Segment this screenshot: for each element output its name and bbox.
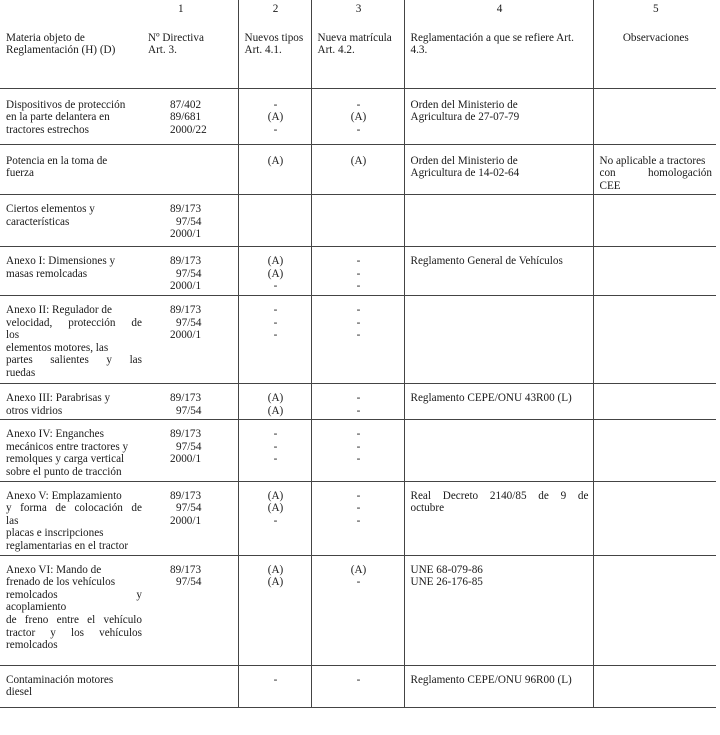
materia-line: en la parte delantera en xyxy=(6,111,110,124)
observaciones-cell xyxy=(593,420,716,481)
reglamentacion-line: UNE 68-079-86 xyxy=(410,563,483,576)
header-text: Nuevos tipos xyxy=(244,31,304,44)
directiva-line: 2000/1 xyxy=(170,514,202,527)
materia-line: partes salientes y las xyxy=(6,354,142,367)
directiva-cell xyxy=(146,555,238,665)
nuevos-tipos-line: (A) xyxy=(267,502,284,515)
directiva-line: 89/173 xyxy=(170,428,202,441)
materia-line: reglamentarias en el tractor xyxy=(6,540,129,552)
observaciones-cell xyxy=(593,384,716,420)
reglamentacion-line: Reglamento CEPE/ONU 43R00 (L) xyxy=(410,392,572,405)
directiva-cell xyxy=(146,247,238,296)
nuevos-tipos-cell xyxy=(238,88,311,144)
directiva-line: 97/54 xyxy=(176,215,202,228)
nuevos-tipos-cell xyxy=(238,481,311,555)
nuevos-tipos-cell xyxy=(238,296,311,384)
observaciones-cell xyxy=(593,481,716,555)
nueva-matricula-line: (A) xyxy=(350,154,367,167)
nuevos-tipos-cell xyxy=(238,420,311,481)
header-text: 4.3. xyxy=(410,44,428,57)
directiva-line: 89/173 xyxy=(170,255,202,268)
reglamentacion-cell xyxy=(404,665,593,707)
directiva-cell xyxy=(146,144,238,195)
materia-cell xyxy=(0,555,146,665)
nueva-matricula-line: - xyxy=(356,267,361,280)
nuevos-tipos-line: - xyxy=(273,673,278,686)
directiva-line: 2000/22 xyxy=(170,123,207,136)
nuevos-tipos-cell xyxy=(238,144,311,195)
table-row xyxy=(0,144,716,195)
nueva-matricula-line: - xyxy=(356,404,361,417)
nueva-matricula-line: - xyxy=(356,514,361,527)
nueva-matricula-line: - xyxy=(356,98,361,111)
header-nueva-matricula xyxy=(311,0,404,88)
materia-line: mecánicos entre tractores y xyxy=(6,440,129,453)
materia-line: ruedas xyxy=(6,367,36,380)
nueva-matricula-line: - xyxy=(356,280,361,293)
materia-line: Potencia en la toma de xyxy=(6,154,108,167)
materia-cell xyxy=(0,296,146,384)
nueva-matricula-cell xyxy=(311,144,404,195)
nuevos-tipos-line: (A) xyxy=(267,576,284,589)
reglamentacion-cell xyxy=(404,247,593,296)
materia-cell xyxy=(0,195,146,247)
nueva-matricula-line: (A) xyxy=(350,111,367,124)
materia-line: y forma de colocación de xyxy=(6,502,142,515)
header-text: Art. 4.1. xyxy=(244,44,282,57)
nueva-matricula-cell xyxy=(311,665,404,707)
table-header-row xyxy=(0,0,716,88)
nueva-matricula-line: - xyxy=(356,392,361,405)
nuevos-tipos-line: (A) xyxy=(267,267,284,280)
reglamentacion-cell xyxy=(404,555,593,665)
observaciones-cell xyxy=(593,88,716,144)
header-materia xyxy=(0,0,146,88)
materia-line: elementos motores, las xyxy=(6,341,109,354)
header-text: Art. 4.2. xyxy=(317,44,355,57)
nueva-matricula-cell xyxy=(311,384,404,420)
directiva-cell xyxy=(146,481,238,555)
nuevos-tipos-cell xyxy=(238,247,311,296)
materia-cell xyxy=(0,144,146,195)
reglamentacion-cell xyxy=(404,481,593,555)
nueva-matricula-line: - xyxy=(356,489,361,502)
nuevos-tipos-cell xyxy=(238,384,311,420)
reglamentacion-cell xyxy=(404,144,593,195)
directiva-line: 89/173 xyxy=(170,563,202,576)
header-reglamentacion xyxy=(404,0,593,88)
materia-line: Anexo VI: Mando de xyxy=(6,563,102,576)
materia-line: tractores estrechos xyxy=(6,123,89,136)
nuevos-tipos-line: - xyxy=(273,316,278,329)
nueva-matricula-cell xyxy=(311,247,404,296)
nueva-matricula-cell xyxy=(311,555,404,665)
materia-line: Dispositivos de protección xyxy=(6,98,126,111)
nueva-matricula-line: - xyxy=(356,329,361,342)
materia-line: frenado de los vehículos xyxy=(6,576,116,589)
nuevos-tipos-line: (A) xyxy=(267,489,284,502)
observaciones-cell xyxy=(593,144,716,195)
reglamentacion-line: Agricultura de 14-02-64 xyxy=(410,167,520,180)
header-number-3: 3 xyxy=(355,3,362,15)
materia-cell xyxy=(0,481,146,555)
directiva-line: 2000/1 xyxy=(170,280,202,293)
header-text: Nº Directiva xyxy=(148,31,204,44)
header-text: Art. 3. xyxy=(148,44,177,57)
observaciones-line: CEE xyxy=(599,179,621,192)
header-text: Nueva matrícula xyxy=(317,31,392,44)
table-row xyxy=(0,296,716,384)
materia-line: otros vidrios xyxy=(6,404,63,417)
directiva-line: 89/681 xyxy=(170,111,202,124)
nueva-matricula-cell xyxy=(311,420,404,481)
directiva-line: 2000/1 xyxy=(170,228,202,241)
reglamentacion-line: Orden del Ministerio de xyxy=(410,98,518,111)
nueva-matricula-line: - xyxy=(356,576,361,589)
materia-line: Anexo IV: Enganches xyxy=(6,428,104,441)
table-row xyxy=(0,420,716,481)
nuevos-tipos-line: - xyxy=(273,329,278,342)
materia-line: Anexo II: Regulador de xyxy=(6,304,112,317)
directiva-line: 87/402 xyxy=(170,98,202,111)
nuevos-tipos-line: - xyxy=(273,98,278,111)
materia-line: Anexo V: Emplazamiento xyxy=(6,489,122,502)
nueva-matricula-line: - xyxy=(356,428,361,441)
nueva-matricula-cell xyxy=(311,481,404,555)
observaciones-line: No aplicable a tractores xyxy=(599,154,706,167)
materia-line: Ciertos elementos y xyxy=(6,203,95,216)
materia-line: de freno entre el vehículo xyxy=(6,613,142,626)
directiva-line: 89/173 xyxy=(170,392,202,405)
nuevos-tipos-line: (A) xyxy=(267,255,284,268)
nuevos-tipos-line: - xyxy=(273,280,278,293)
directiva-line: 89/173 xyxy=(170,203,202,216)
materia-cell xyxy=(0,665,146,707)
nueva-matricula-cell xyxy=(311,88,404,144)
nuevos-tipos-line: - xyxy=(273,453,278,466)
materia-line: Anexo III: Parabrisas y xyxy=(6,392,111,405)
nuevos-tipos-line: - xyxy=(273,514,278,527)
directiva-cell xyxy=(146,665,238,707)
reglamentacion-cell xyxy=(404,88,593,144)
materia-line: acoplamiento xyxy=(6,601,67,614)
reglamentacion-line: Reglamento CEPE/ONU 96R00 (L) xyxy=(410,673,572,686)
reglamentacion-line: Agricultura de 27-07-79 xyxy=(410,111,520,124)
header-text: Materia objeto de xyxy=(6,31,85,44)
nueva-matricula-line: - xyxy=(356,502,361,515)
nuevos-tipos-line: (A) xyxy=(267,392,284,405)
materia-line: los xyxy=(6,329,20,342)
directiva-line: 89/173 xyxy=(170,489,202,502)
nueva-matricula-line: (A) xyxy=(350,563,367,576)
reglamentacion-line: UNE 26-176-85 xyxy=(410,576,483,589)
materia-line: remolcados xyxy=(6,639,58,652)
materia-line: diesel xyxy=(6,686,33,699)
materia-line: Contaminación motores xyxy=(6,673,114,686)
nueva-matricula-line: - xyxy=(356,316,361,329)
materia-cell xyxy=(0,420,146,481)
materia-cell xyxy=(0,384,146,420)
directiva-line: 97/54 xyxy=(176,404,202,417)
header-text: Observaciones xyxy=(622,31,689,44)
nuevos-tipos-line: (A) xyxy=(267,111,284,124)
header-nuevos-tipos xyxy=(238,0,311,88)
reglamentacion-cell xyxy=(404,195,593,247)
table-row xyxy=(0,195,716,247)
header-observaciones xyxy=(593,0,716,88)
observaciones-cell xyxy=(593,296,716,384)
materia-line: remolcados y xyxy=(6,588,142,601)
table-row xyxy=(0,384,716,420)
nueva-matricula-cell xyxy=(311,296,404,384)
materia-line: sobre el punto de tracción xyxy=(6,466,122,479)
nuevos-tipos-line: - xyxy=(273,123,278,136)
nuevos-tipos-cell xyxy=(238,555,311,665)
header-directiva xyxy=(146,0,238,88)
nuevos-tipos-line: (A) xyxy=(267,563,284,576)
directiva-line: 2000/1 xyxy=(170,453,202,466)
table-row xyxy=(0,665,716,707)
directiva-cell xyxy=(146,420,238,481)
materia-line: remolques y carga vertical xyxy=(6,453,125,466)
reglamentacion-line: Reglamento General de Vehículos xyxy=(410,255,563,268)
directiva-cell xyxy=(146,384,238,420)
nuevos-tipos-line: - xyxy=(273,440,278,453)
directiva-line: 89/173 xyxy=(170,304,202,317)
table-row xyxy=(0,88,716,144)
directiva-line: 97/54 xyxy=(176,576,202,589)
materia-line: tractor y los vehículos xyxy=(6,626,142,639)
nuevos-tipos-line: - xyxy=(273,428,278,441)
materia-line: fuerza xyxy=(6,167,34,180)
directiva-line: 97/54 xyxy=(176,502,202,515)
table-row xyxy=(0,247,716,296)
directiva-line: 97/54 xyxy=(176,440,202,453)
materia-line: Anexo I: Dimensiones y xyxy=(6,255,116,268)
nuevos-tipos-line: (A) xyxy=(267,154,284,167)
table-row xyxy=(0,481,716,555)
nueva-matricula-line: - xyxy=(356,123,361,136)
materia-line: placas e inscripciones xyxy=(6,527,104,540)
nuevos-tipos-cell xyxy=(238,665,311,707)
reglamentacion-line: Real Decreto 2140/85 de 9 de xyxy=(410,489,589,502)
nueva-matricula-line: - xyxy=(356,440,361,453)
directiva-line: 2000/1 xyxy=(170,329,202,342)
reglamentacion-cell xyxy=(404,296,593,384)
header-text: Reglamentación a que se refiere Art. xyxy=(410,31,574,44)
materia-cell xyxy=(0,247,146,296)
materia-line: características xyxy=(6,215,70,228)
reglamentacion-cell xyxy=(404,420,593,481)
materia-line: velocidad, protección de xyxy=(6,316,142,329)
nueva-matricula-line: - xyxy=(356,673,361,686)
header-number-4: 4 xyxy=(496,3,503,15)
nueva-matricula-line: - xyxy=(356,453,361,466)
header-number-1: 1 xyxy=(177,3,184,15)
reglamentacion-cell xyxy=(404,384,593,420)
directiva-cell xyxy=(146,88,238,144)
nueva-matricula-line: - xyxy=(356,304,361,317)
materia-cell xyxy=(0,88,146,144)
header-number-2: 2 xyxy=(272,3,279,15)
reglamentacion-line: Orden del Ministerio de xyxy=(410,154,518,167)
nueva-matricula-line: - xyxy=(356,255,361,268)
nueva-matricula-cell xyxy=(311,195,404,247)
nuevos-tipos-line: - xyxy=(273,304,278,317)
table-row xyxy=(0,555,716,665)
header-number-5: 5 xyxy=(652,3,659,15)
reglamentacion-line: octubre xyxy=(410,502,445,515)
observaciones-cell xyxy=(593,247,716,296)
nuevos-tipos-cell xyxy=(238,195,311,247)
materia-line: las xyxy=(6,514,19,527)
observaciones-cell xyxy=(593,195,716,247)
directiva-line: 97/54 xyxy=(176,267,202,280)
observaciones-line: con homologación xyxy=(599,167,712,180)
materia-line: masas remolcadas xyxy=(6,267,88,280)
observaciones-cell xyxy=(593,665,716,707)
nuevos-tipos-line: (A) xyxy=(267,404,284,417)
header-text: Reglamentación (H) (D) xyxy=(6,44,116,57)
directiva-cell xyxy=(146,296,238,384)
directiva-cell xyxy=(146,195,238,247)
directiva-line: 97/54 xyxy=(176,316,202,329)
observaciones-cell xyxy=(593,555,716,665)
